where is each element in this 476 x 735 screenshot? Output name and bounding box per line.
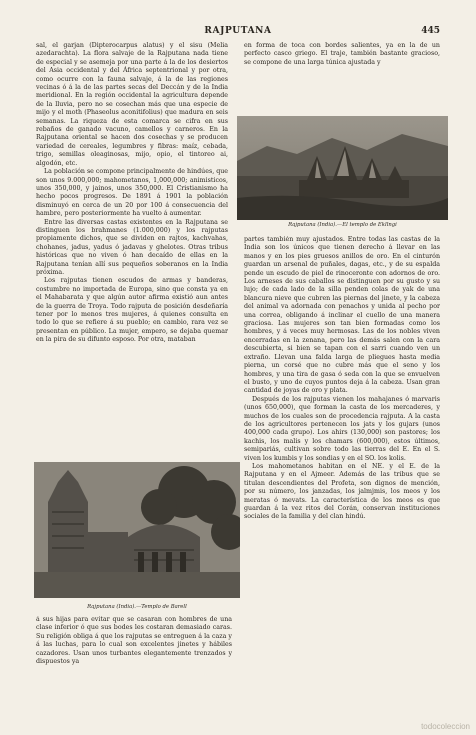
page-title: RAJPUTANA <box>204 26 272 36</box>
paragraph: Los rajputas tienen escudos de armas y banderas, costumbre no importada de Europa, sino que consta ya en el Mahabarata y que algún autor afirma existió aun antes de la guerra de Troya. Todo rajputa de posición desdeñaría tener por lo menos tres mujeres, á quienes consulta en todo lo que se refiere á su pueblo; en cambio, rara vez se presentan en público. La mujer, empero, se dejaba quemar en la pira de su difunto esposo. Por otra, mataban <box>36 277 228 344</box>
paragraph: á sus hijas para evitar que se casaran con hombres de una clase inferior ó que sus bodes les costaran demasiado caras. Su religión obliga á que los rajputas se entreguen á la caza y á las luchas, para lo cual son excelentes jinetes y hábiles cazadores. Usan unos turbantes elegantemente trenzados y dispuestos ya <box>36 616 232 666</box>
right-column-top <box>244 42 440 72</box>
temple-illustration <box>237 116 448 220</box>
temple-illustration <box>34 462 240 598</box>
left-column-bottom <box>36 616 232 716</box>
figure-barell-temple <box>34 462 240 598</box>
left-column-top <box>36 42 228 454</box>
watermark: todocoleccion <box>421 722 470 731</box>
paragraph: Entre las diversas castas existentes en la Rajputana se distinguen los brahmanes (1.000,000) y los rajputas propiamente dichos, que se dividen en rajtos, kachvahas, chohanes, jadus, yadus ó jadavas y ghelotes. Otras tribus históricas que no viven ó han decaído de ellas en la Rajputana tenían allí sus pequeños soberanos en la India próxima. <box>36 218 228 276</box>
paragraph: La población se compone principalmente de hindúes, que son unos 9.000,000; mahometanos, 1,000,000; animisticos, unos 350,000, y jainos, unos 350,000. El Cristianismo ha hecho pocos progresos. De 1891 á 1901 la población disminuyó en cerca de un 20 por 100 á consecuencia del hambre, pero posteriormente ha vuelto á aumentar. <box>36 168 228 218</box>
paragraph: en forma de toca con bordes salientes, ya en la de un perfecto casco griego. El traje, también bastante gracioso, se compone de una larga túnica ajustada y <box>244 42 440 66</box>
right-column-middle <box>244 236 440 608</box>
paragraph: sal, el garjan (Dipterocarpus alatus) y el sisu (Melia azedarachta). La flora salvaje de la Rajputana nada tiene de especial y se asemeja por una parte á la de los desiertos del Asia occidental y del África septentrional y por otra, como ocurre con la fauna salvaje, á la de las regiones vecinas ó á la de las partes secas del Deccán y de la India meridional. En la región occidental la agricultura depende de la lluvia, pero no se cosechan más que una especie de mijo y el moth (Phaseolus aconitifolius) que madura en seis semanas. La riqueza de esta comarca se cifra en sus rebaños de ganado vacuno, camellos y carneros. En la Rajputana oriental se hacen dos cosechas y se producen variedad de cereales, legumbres y fibras: maíz, cebada, trigo, semillas oleaginosas, mijo, opio, el tintoreo ai, algodón, etc. <box>36 42 228 167</box>
page-number: 445 <box>421 26 440 36</box>
paragraph: partes también muy ajustados. Entre todas las castas de la India son los únicos que tienen derecho á llevar en las manos y en los pies gruesos anillos de oro. En el cinturón guardan un arsenal de puñales, dagas, etc., y de su espalda pende un escudo de piel de rinoceronte con adornos de oro. Los arneses de sus caballos se distinguen por su gusto y su lujo; de cada lado de la silla penden colas de yak de una blancura nieve que cubren las piernas del jinete, y la cabeza del animal va adornada con penachos y unida al pecho por una correa, obligando á inclinar el cuello de una manera graciosa. Las mujeres son tan bien formadas como los hombres, y á veces muy hermosas. Las de los nobles viven encerradas en la zenana, pero las demás salen con la cara descubierta, si bien se tapan con el sarri cuando ven un extraño. Llevan una falda larga de pliegues hasta media pierna, un corsé que no cubre más que el seno y los hombres, y una tira de gasa ó seda con la que se envuelven el busto, y uno de cuyos puntos deja á la cabeza. Usan gran cantidad de joyas de oro y plata. <box>244 236 440 395</box>
figure-caption-top: Rajputana (India).—El templo de Ekllngi <box>288 222 397 228</box>
figure-caption-bottom: Rajputana (India).—Templo de Barell <box>87 604 187 610</box>
paragraph: Después de los rajputas vienen los mahajanes ó marvaris (unos 650,000), que forman la casta de los mercaderes, y muchos de los cuales son de procedencia rajputa. A la casta de los agricultores pertenecen los jats y los gujars (unos 400,000 cada grupo). Los ahirs (130,000) son pastores; los kachis, los malis y los chamars (600,000), estos últimos, semipariás, cultivan sobre todo las tierras del E. En el S. viven los kumbis y los sondias y en el SO. los kolis. <box>244 395 440 462</box>
page-header <box>36 26 440 40</box>
paragraph: Los mahometanos habitan en el NE. y el E. de la Rajputana y en el Ajmeer. Además de las tribus que se titulan descendientes del Profeta, son dignos de mención, por su número, los janzadas, los jalmjmis, los meos y los meratas ó mevats. La característica de los meos es que guardan á la vez ritos del Corán, conservan instituciones sociales de la familia y del clan hindú. <box>244 462 440 521</box>
figure-eklingi-temple <box>237 116 448 220</box>
